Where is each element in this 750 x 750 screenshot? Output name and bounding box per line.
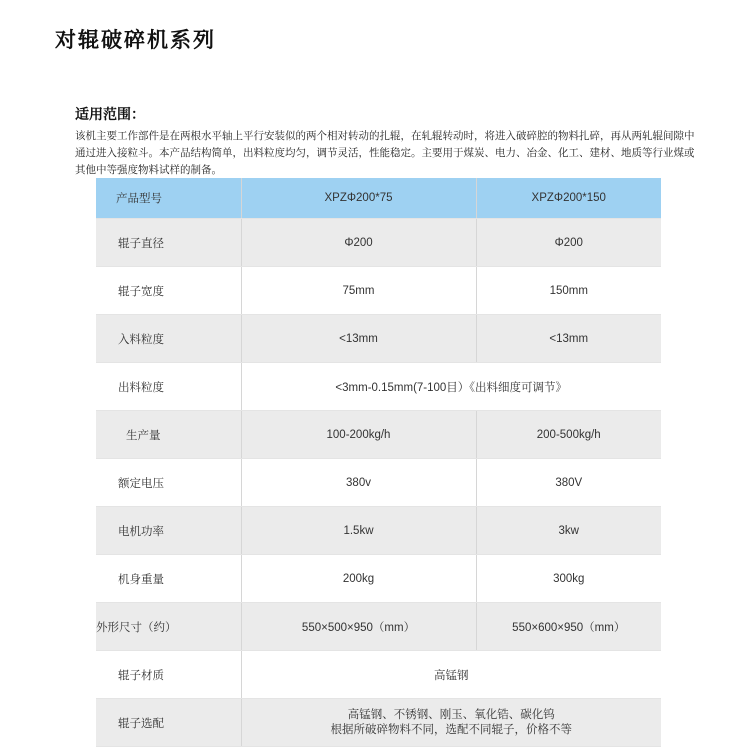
table-row — [96, 507, 661, 555]
section-heading: 适用范围： — [75, 106, 145, 122]
row-merged-value — [241, 699, 661, 747]
row-label: 辊子宽度 — [96, 267, 241, 315]
header-model-1: XPZΦ200*75 — [241, 178, 476, 219]
row-value: Φ200 — [241, 219, 476, 267]
row-value: 300kg — [476, 555, 661, 603]
table-row — [96, 651, 661, 699]
row-value: Φ200 — [476, 219, 661, 267]
option-line-1: 高锰钢、不锈钢、刚玉、氧化锆、碳化钨 — [347, 708, 555, 721]
row-value: 75mm — [241, 267, 476, 315]
row-value: 3kw — [476, 507, 661, 555]
row-value: 150mm — [476, 267, 661, 315]
row-value: 550×500×950（mm） — [241, 603, 476, 651]
row-label: 机身重量 — [96, 555, 241, 603]
row-value: <13mm — [476, 315, 661, 363]
row-label: 辊子选配 — [96, 699, 241, 747]
row-value: 550×600×950（mm） — [476, 603, 661, 651]
row-label: 额定电压 — [96, 459, 241, 507]
table-row — [96, 315, 661, 363]
row-value: 380v — [241, 459, 476, 507]
row-label: 生产量 — [96, 411, 241, 459]
table-header-row — [96, 178, 661, 219]
row-value: 1.5kw — [241, 507, 476, 555]
intro-paragraph: 该机主要工作部件是在两根水平轴上平行安装似的两个相对转动的扎辊，在轧辊转动时，将进入破碎腔的物料扎碎，再从两轧辊间隙中通过进入接粒斗。本产品结构简单，出料粒度均匀，调节灵活，性能稳定。主要用于煤炭、电力、冶金、化工、建材、地质等行业煤或其他中等强度物料试样的制备。 — [75, 130, 695, 176]
header-label: 产品型号 — [96, 178, 241, 219]
option-line-2: 根据所破碎物料不同，选配不同辊子，价格不等 — [330, 723, 572, 736]
row-value: 100-200kg/h — [241, 411, 476, 459]
table-row — [96, 699, 661, 747]
row-label: 电机功率 — [96, 507, 241, 555]
row-merged-value: 高锰钢 — [241, 651, 661, 699]
spec-table — [96, 178, 661, 747]
row-value: 380V — [476, 459, 661, 507]
table-row — [96, 603, 661, 651]
table-row — [96, 555, 661, 603]
row-label: 出料粒度 — [96, 363, 241, 411]
row-label: 外形尺寸（约） — [96, 603, 241, 651]
header-model-2: XPZΦ200*150 — [476, 178, 661, 219]
page-title: 对辊破碎机系列 — [55, 29, 216, 52]
row-label: 入料粒度 — [96, 315, 241, 363]
table-row — [96, 411, 661, 459]
table-row — [96, 219, 661, 267]
row-merged-value: <3mm-0.15mm(7-100目）《出料细度可调节》 — [241, 363, 661, 411]
row-label: 辊子材质 — [96, 651, 241, 699]
row-value: 200-500kg/h — [476, 411, 661, 459]
row-value: 200kg — [241, 555, 476, 603]
row-label: 辊子直径 — [96, 219, 241, 267]
table-row — [96, 459, 661, 507]
table-row — [96, 267, 661, 315]
table-row — [96, 363, 661, 411]
row-value: <13mm — [241, 315, 476, 363]
